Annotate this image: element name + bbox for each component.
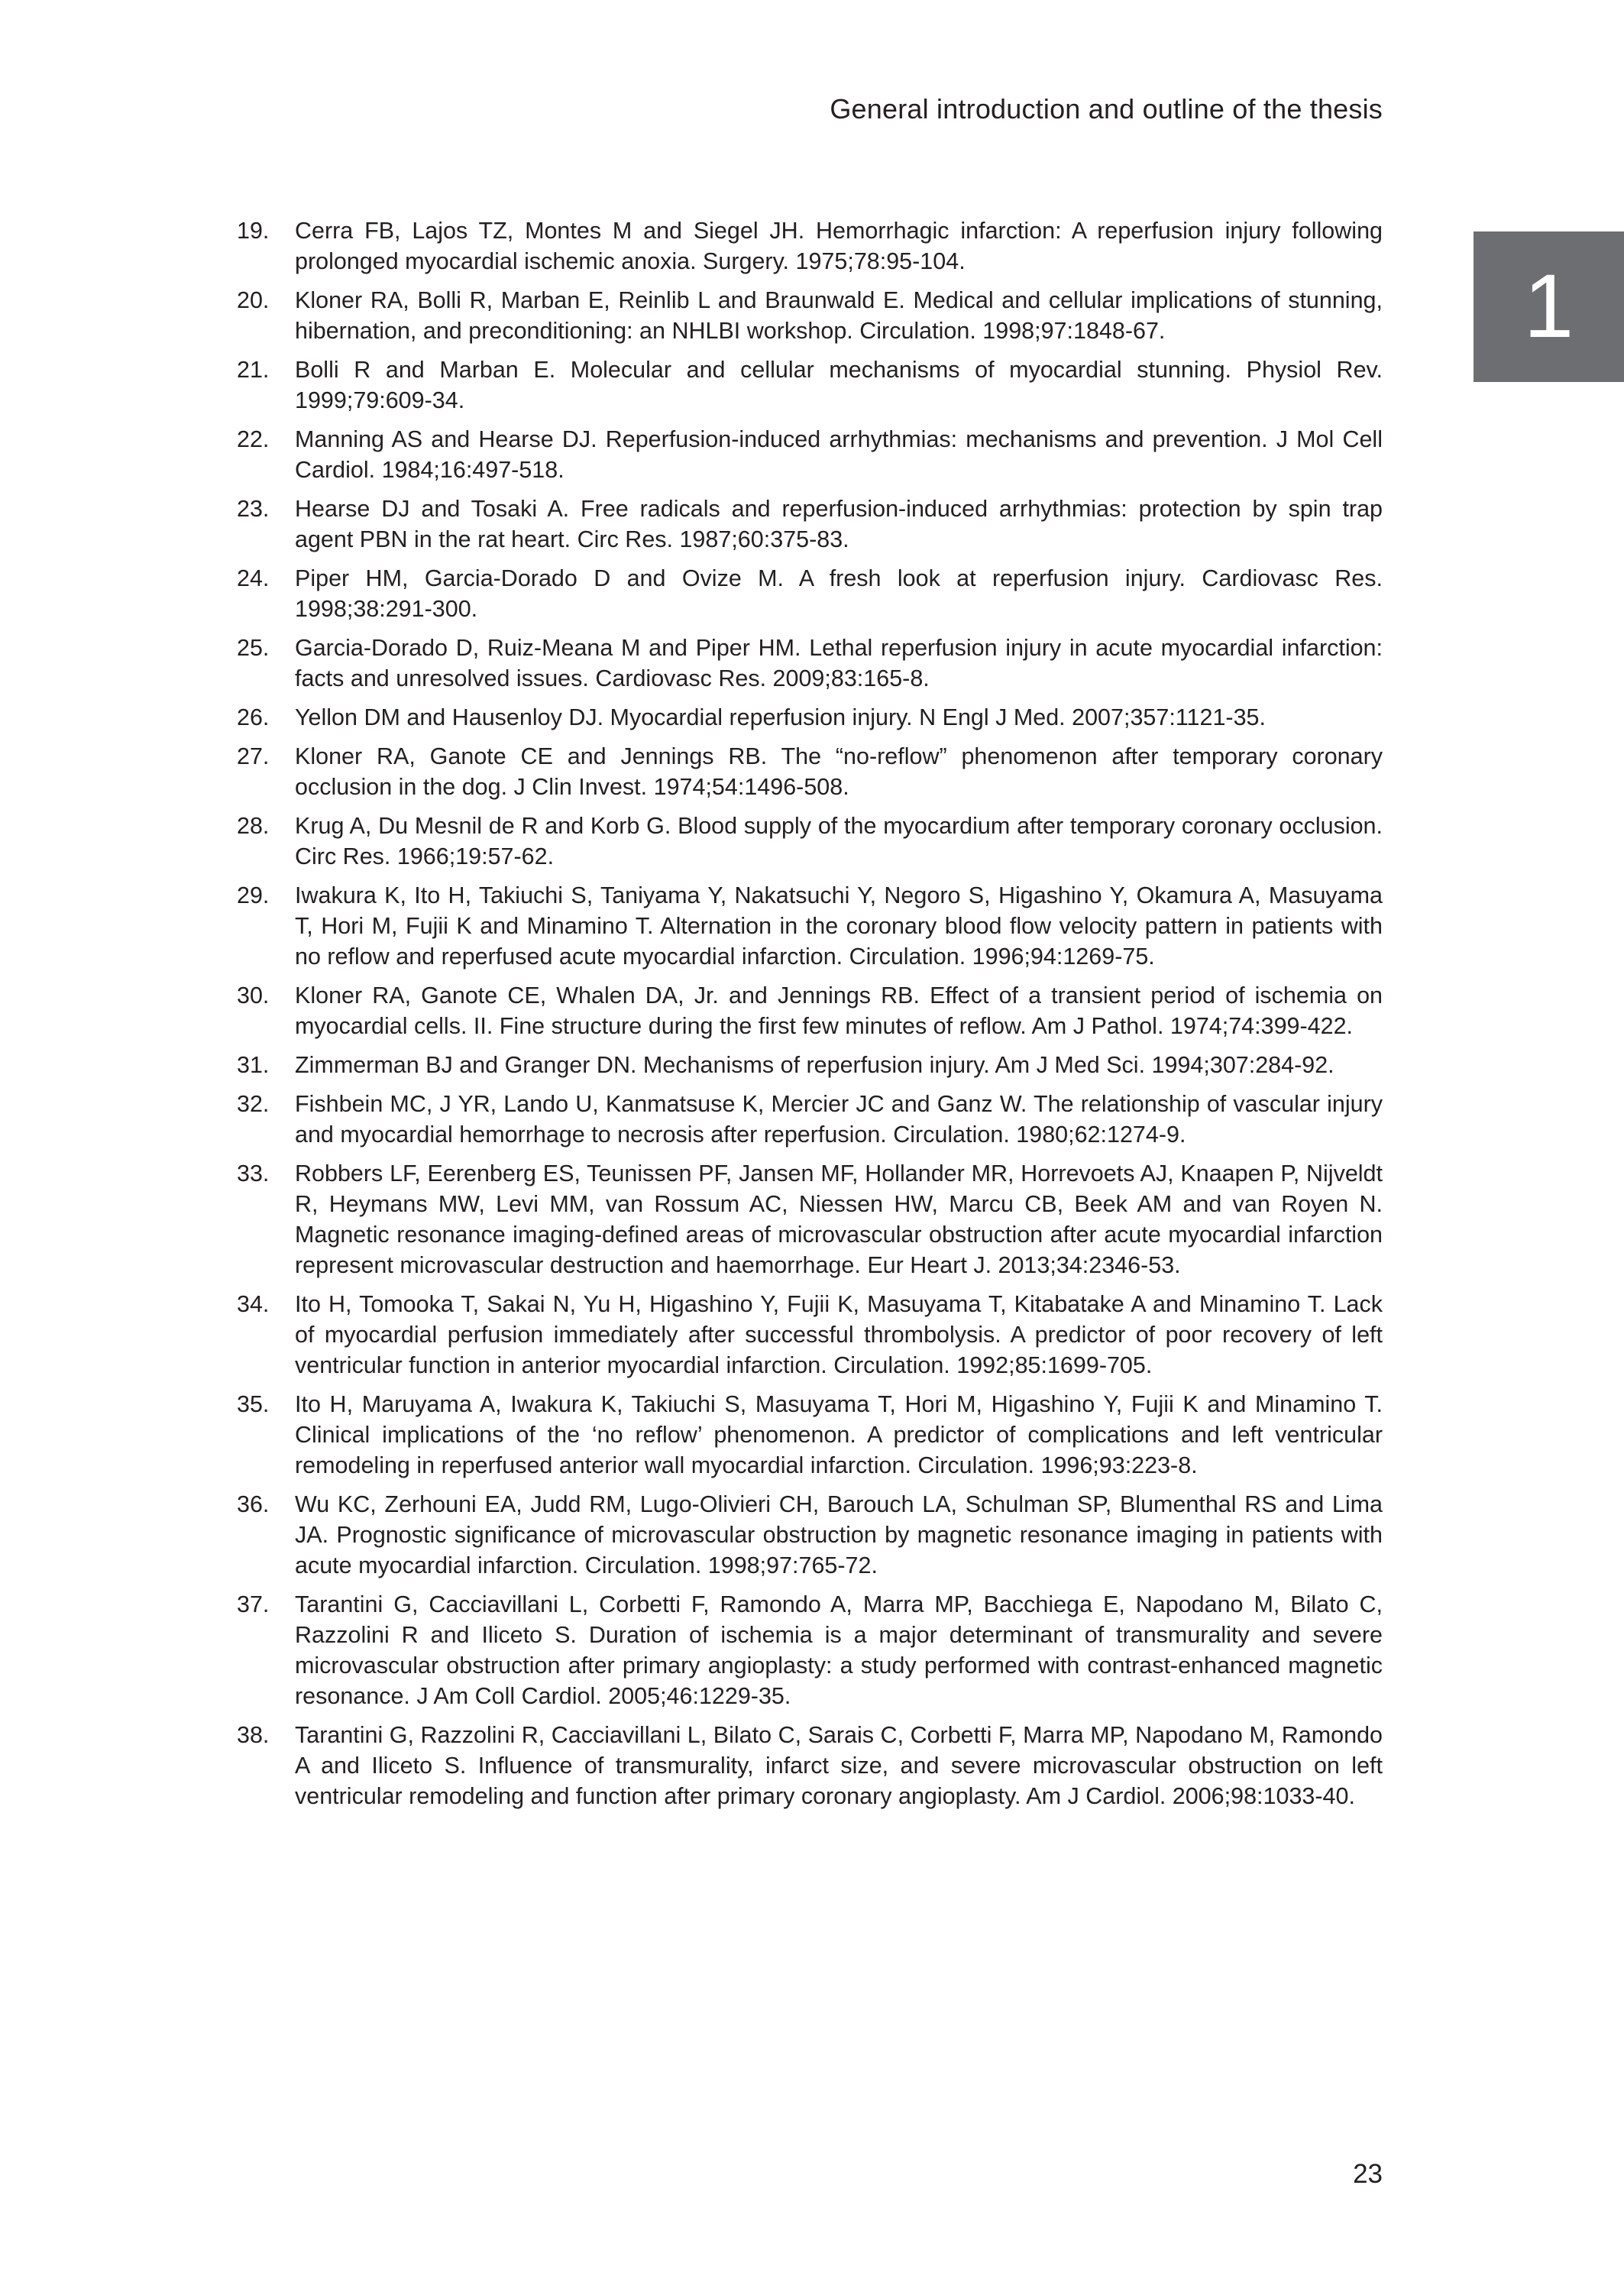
running-header: General introduction and outline of the thesis: [830, 93, 1383, 125]
reference-number: 30.: [237, 983, 270, 1008]
reference-number: 20.: [237, 287, 270, 313]
reference-item: [237, 494, 1383, 555]
reference-text: Ito H, Maruyama A, Iwakura K, Takiuchi S, Masuyama T, Hori M, Higashino Y, Fujii K and Minamino T. Clinical implications of the ‘no reflow’ phenomenon. A predictor of complications and left ventricular remodeling in reperfused anterior wall myocardial infarction. Circulation. 1996;93:223-8.: [295, 1391, 1383, 1478]
reference-text: Yellon DM and Hausenloy DJ. Myocardial reperfusion injury. N Engl J Med. 2007;357:1121-35.: [295, 704, 1266, 730]
page-number: 23: [1353, 2159, 1383, 2189]
reference-text: Ito H, Tomooka T, Sakai N, Yu H, Higashino Y, Fujii K, Masuyama T, Kitabatake A and Minamino T. Lack of myocardial perfusion immediately after successful thrombolysis. A predictor of poor recovery of left ventricular function in anterior myocardial infarction. Circulation. 1992;85:1699-705.: [295, 1291, 1383, 1378]
reference-number: 23.: [237, 496, 270, 522]
reference-item: [237, 702, 1383, 733]
reference-item: [237, 215, 1383, 277]
reference-number: 22.: [237, 426, 270, 452]
reference-text: Zimmerman BJ and Granger DN. Mechanisms of reperfusion injury. Am J Med Sci. 1994;307:284-92.: [295, 1052, 1334, 1078]
reference-number: 32.: [237, 1091, 270, 1117]
reference-item: [237, 1389, 1383, 1481]
reference-text: Tarantini G, Razzolini R, Cacciavillani L, Bilato C, Sarais C, Corbetti F, Marra MP, Napodano M, Ramondo A and Iliceto S. Influence of transmurality, infarct size, and severe microvascular obstruction on left ventricular remodeling and function after primary coronary angioplasty. Am J Cardiol. 2006;98:1033-40.: [295, 1722, 1383, 1809]
reference-text: Krug A, Du Mesnil de R and Korb G. Blood supply of the myocardium after temporary coronary occlusion. Circ Res. 1966;19:57-62.: [295, 813, 1383, 869]
reference-number: 33.: [237, 1161, 270, 1186]
reference-number: 35.: [237, 1391, 270, 1417]
reference-item: [237, 1720, 1383, 1811]
reference-item: [237, 563, 1383, 624]
reference-number: 29.: [237, 882, 270, 908]
reference-item: [237, 633, 1383, 694]
reference-number: 26.: [237, 704, 270, 730]
reference-item: [237, 1089, 1383, 1150]
reference-number: 28.: [237, 813, 270, 839]
reference-text: Iwakura K, Ito H, Takiuchi S, Taniyama Y, Nakatsuchi Y, Negoro S, Higashino Y, Okamura A, Masuyama T, Hori M, Fujii K and Minamino T. Alternation in the coronary blood flow velocity pattern in patients with no reflow and reperfused acute myocardial infarction. Circulation. 1996;94:1269-75.: [295, 882, 1383, 970]
reference-text: Bolli R and Marban E. Molecular and cellular mechanisms of myocardial stunning. Physiol Rev. 1999;79:609-34.: [295, 357, 1383, 413]
reference-item: [237, 741, 1383, 802]
chapter-tab: 1: [1474, 231, 1624, 382]
reference-number: 21.: [237, 357, 270, 383]
reference-text: Kloner RA, Bolli R, Marban E, Reinlib L and Braunwald E. Medical and cellular implications of stunning, hibernation, and preconditioning: an NHLBI workshop. Circulation. 1998;97:1848-67.: [295, 287, 1383, 344]
reference-number: 37.: [237, 1591, 270, 1617]
reference-number: 24.: [237, 565, 270, 591]
reference-number: 19.: [237, 218, 270, 244]
reference-number: 27.: [237, 743, 270, 769]
reference-text: Cerra FB, Lajos TZ, Montes M and Siegel JH. Hemorrhagic infarction: A reperfusion injury following prolonged myocardial ischemic anoxia. Surgery. 1975;78:95-104.: [295, 218, 1383, 274]
reference-number: 25.: [237, 635, 270, 661]
reference-number: 36.: [237, 1491, 270, 1517]
reference-item: [237, 980, 1383, 1041]
reference-number: 34.: [237, 1291, 270, 1317]
reference-number: 31.: [237, 1052, 270, 1078]
reference-item: [237, 811, 1383, 872]
reference-item: [237, 1289, 1383, 1381]
reference-text: Piper HM, Garcia-Dorado D and Ovize M. A fresh look at reperfusion injury. Cardiovasc Res. 1998;38:291-300.: [295, 565, 1383, 622]
reference-item: [237, 1050, 1383, 1080]
reference-item: [237, 424, 1383, 485]
reference-text: Kloner RA, Ganote CE and Jennings RB. The “no-reflow” phenomenon after temporary coronary occlusion in the dog. J Clin Invest. 1974;54:1496-508.: [295, 743, 1383, 800]
reference-item: [237, 1589, 1383, 1711]
reference-text: Fishbein MC, J YR, Lando U, Kanmatsuse K, Mercier JC and Ganz W. The relationship of vascular injury and myocardial hemorrhage to necrosis after reperfusion. Circulation. 1980;62:1274-9.: [295, 1091, 1383, 1148]
reference-number: 38.: [237, 1722, 270, 1748]
reference-text: Wu KC, Zerhouni EA, Judd RM, Lugo-Olivieri CH, Barouch LA, Schulman SP, Blumenthal RS and Lima JA. Prognostic significance of microvascular obstruction by magnetic resonance imaging in patients with acute myocardial infarction. Circulation. 1998;97:765-72.: [295, 1491, 1383, 1578]
reference-text: Hearse DJ and Tosaki A. Free radicals and reperfusion-induced arrhythmias: protection by spin trap agent PBN in the rat heart. Circ Res. 1987;60:375-83.: [295, 496, 1383, 552]
reference-text: Garcia-Dorado D, Ruiz-Meana M and Piper HM. Lethal reperfusion injury in acute myocardial infarction: facts and unresolved issues. Cardiovasc Res. 2009;83:165-8.: [295, 635, 1383, 691]
reference-text: Tarantini G, Cacciavillani L, Corbetti F, Ramondo A, Marra MP, Bacchiega E, Napodano M, Bilato C, Razzolini R and Iliceto S. Duration of ischemia is a major determinant of transmurality and severe microvascular obstruction after primary angioplasty: a study performed with contrast-enhanced magnetic resonance. J Am Coll Cardiol. 2005;46:1229-35.: [295, 1591, 1383, 1709]
reference-item: [237, 880, 1383, 972]
reference-text: Kloner RA, Ganote CE, Whalen DA, Jr. and Jennings RB. Effect of a transient period of ischemia on myocardial cells. II. Fine structure during the first few minutes of reflow. Am J Pathol. 1974;74:399-422.: [295, 983, 1383, 1039]
reference-item: [237, 1158, 1383, 1280]
reference-list: [237, 215, 1383, 1820]
reference-text: Manning AS and Hearse DJ. Reperfusion-induced arrhythmias: mechanisms and prevention. J Mol Cell Cardiol. 1984;16:497-518.: [295, 426, 1383, 483]
reference-text: Robbers LF, Eerenberg ES, Teunissen PF, Jansen MF, Hollander MR, Horrevoets AJ, Knaapen P, Nijveldt R, Heymans MW, Levi MM, van Rossum AC, Niessen HW, Marcu CB, Beek AM and van Royen N. Magnetic resonance imaging-defined areas of microvascular obstruction after acute myocardial infarction represent microvascular destruction and haemorrhage. Eur Heart J. 2013;34:2346-53.: [295, 1161, 1383, 1278]
reference-item: [237, 1489, 1383, 1581]
reference-item: [237, 285, 1383, 346]
reference-item: [237, 354, 1383, 416]
